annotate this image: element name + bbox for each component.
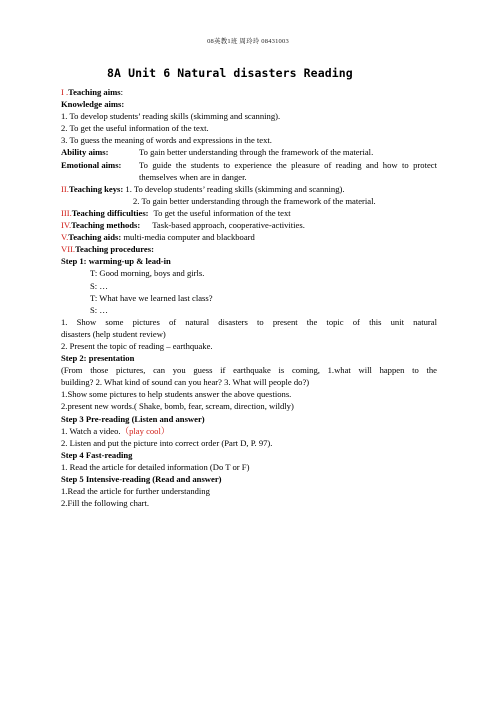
section-label: Teaching aids: — [68, 232, 122, 243]
section-label: Teaching aims — [68, 87, 121, 97]
dialog-line: T: Good morning, boys and girls. — [90, 268, 205, 279]
step-3-note: （play cool） — [120, 425, 170, 436]
step-2-paragraph-1a: (From those pictures, can you guess if earthquake is coming, 1.what will happen to the — [61, 365, 437, 376]
step-2-paragraph-1b: building? 2. What kind of sound can you hear? 3. What will people do?) — [61, 377, 310, 388]
section-teaching-keys — [61, 183, 437, 195]
dialog-line: T: What have we learned last class? — [90, 292, 213, 303]
ability-aims-label: Ability aims: — [61, 147, 109, 158]
step-1-heading: Step 1: warming-up & lead-in — [61, 256, 171, 267]
section-number: III. — [61, 207, 72, 218]
step-5-paragraph-2: 2.Fill the following chart. — [61, 498, 150, 509]
knowledge-aim-2: 2. To get the useful information of the text. — [61, 123, 209, 134]
section-number: I . — [61, 87, 69, 97]
teaching-keys-text-2: 2. To gain better understanding through the framework of the material. — [133, 195, 376, 206]
ability-aims — [61, 146, 437, 158]
teaching-difficulties-text: To get the useful information of the text — [153, 207, 291, 218]
section-number: II. — [61, 183, 69, 194]
step-2-heading: Step 2: presentation — [61, 353, 135, 364]
section-teaching-procedures — [61, 243, 437, 255]
emotional-aims — [61, 159, 437, 183]
teaching-methods-text: Task-based approach, cooperative-activities. — [152, 220, 305, 231]
teaching-keys-text-1: 1. To develop students’ reading skills (skimming and scanning). — [125, 183, 345, 194]
section-teaching-aims — [61, 86, 437, 98]
ability-aims-text: To gain better understanding through the framework of the material. — [139, 147, 374, 158]
knowledge-aim-3: 3. To guess the meaning of words and expressions in the text. — [61, 135, 272, 146]
step-2-paragraph-3: 2.present new words.( Shake, bomb, fear, scream, direction, wildly) — [61, 401, 294, 412]
section-label: Teaching difficulties: — [71, 207, 149, 218]
step-1-paragraph-1b: disasters (help student review) — [61, 328, 166, 339]
step-3-paragraph-2: 2. Listen and put the picture into correct order (Part D, P. 97). — [61, 437, 273, 448]
step-3-paragraph-1-text: 1. Watch a video. — [61, 425, 121, 436]
document-body — [61, 86, 437, 509]
step-1-paragraph-1a: 1. Show some pictures of natural disasters to present the topic of this unit natural — [61, 316, 437, 327]
page-header: 08英教1班 周玲玲 08431003 — [207, 38, 289, 45]
emotional-aims-label: Emotional aims: — [61, 159, 122, 170]
section-label: Teaching methods: — [71, 220, 141, 231]
document-title: 8A Unit 6 Natural disasters Reading — [107, 66, 353, 80]
step-2-paragraph-2: 1.Show some pictures to help students answer the above questions. — [61, 389, 292, 400]
section-teaching-aids — [61, 231, 437, 243]
dialog-line: S: … — [90, 280, 108, 291]
step-3-paragraph-1 — [61, 425, 437, 437]
step-3-heading: Step 3 Pre-reading (Listen and answer) — [61, 413, 205, 424]
section-teaching-difficulties — [61, 207, 437, 219]
step-1-paragraph-2: 2. Present the topic of reading – earthquake. — [61, 340, 213, 351]
knowledge-aims-label: Knowledge aims: — [61, 99, 125, 110]
knowledge-aim-1: 1. To develop students’ reading skills (skimming and scanning). — [61, 111, 281, 122]
step-4-heading: Step 4 Fast-reading — [61, 449, 133, 460]
step-5-heading: Step 5 Intensive-reading (Read and answer) — [61, 474, 222, 484]
step-4-paragraph-1: 1. Read the article for detailed information (Do T or F) — [61, 461, 250, 472]
section-number: VII. — [61, 244, 76, 255]
section-colon: : — [120, 87, 124, 97]
section-number: V. — [61, 232, 69, 243]
emotional-aims-text: To guide the students to experience the pleasure of reading and how to protect themselves when are in danger. — [139, 159, 437, 182]
section-teaching-methods — [61, 219, 437, 231]
section-number: IV. — [61, 220, 72, 231]
step-5-paragraph-1: 1.Read the article for further understanding — [61, 486, 210, 497]
section-label: Teaching procedures: — [75, 244, 154, 255]
dialog-line: S: … — [90, 304, 108, 315]
teaching-aids-text: multi-media computer and blackboard — [123, 232, 255, 243]
section-label: Teaching keys: — [68, 183, 124, 194]
